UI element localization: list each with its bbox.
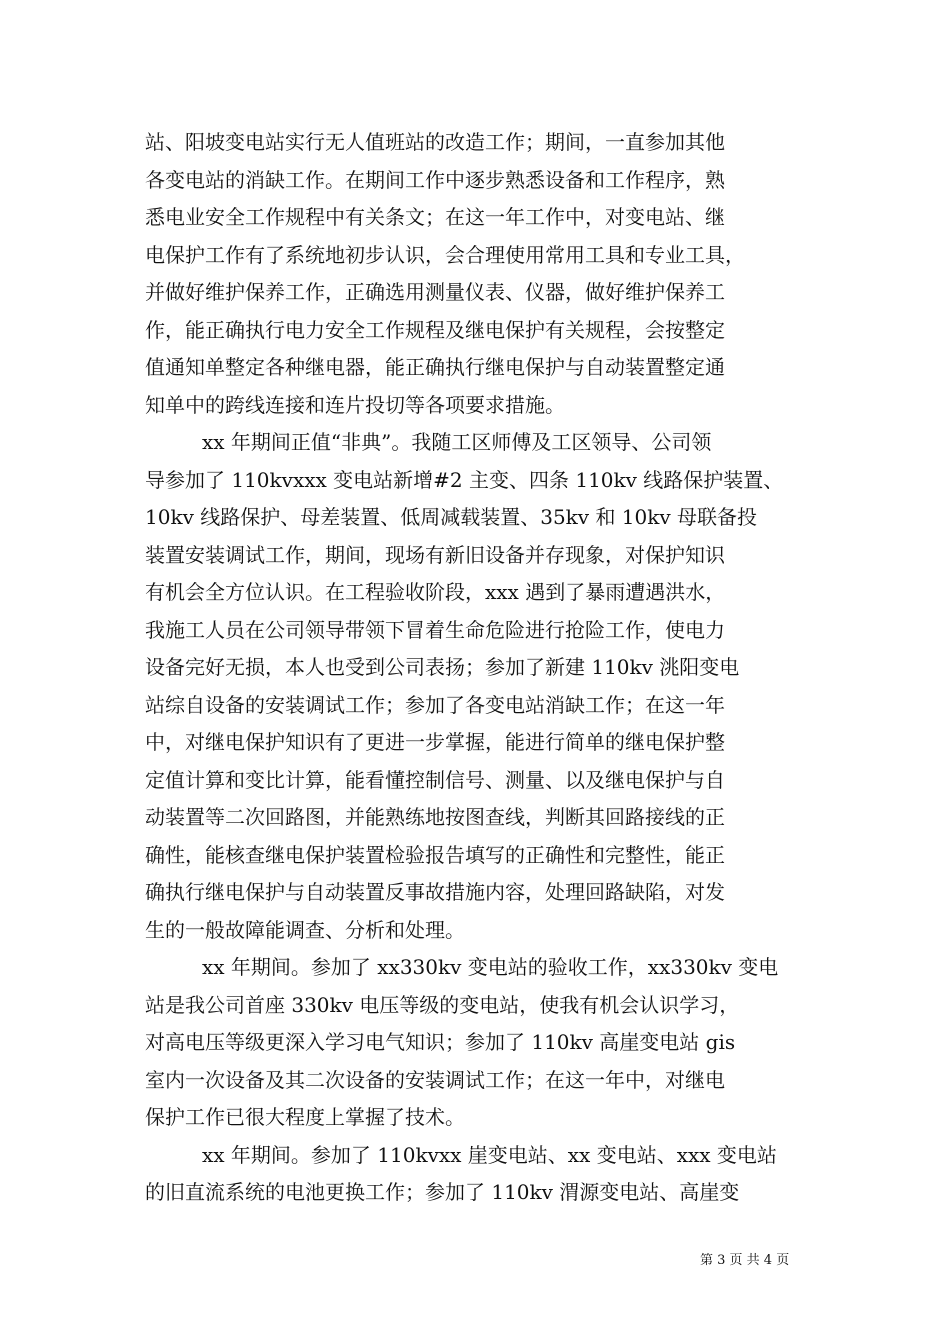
paragraph (145, 949, 810, 1137)
text-line: 站综自设备的安装调试工作；参加了各变电站消缺工作；在这一年 (145, 692, 725, 717)
text-line: 我施工人员在公司领导带领下冒着生命危险进行抢险工作，使电力 (145, 617, 725, 642)
text-line: 保护工作已很大程度上掌握了技术。 (145, 1105, 465, 1129)
document-body (145, 124, 810, 1212)
text-line: xx 年期间。参加了 xx330kv 变电站的验收工作，xx330kv 变电 (202, 955, 779, 979)
text-line: 有机会全方位认识。在工程验收阶段，xxx 遇到了暴雨遭遇洪水， (145, 580, 726, 604)
page-number: 第 3 页 共 4 页 (700, 1253, 790, 1268)
text-line: 的旧直流系统的电池更换工作；参加了 110kv 渭源变电站、高崖变 (145, 1180, 740, 1204)
text-line: 生的一般故障能调查、分析和处理。 (145, 917, 465, 942)
text-line: 作，能正确执行电力安全工作规程及继电保护有关规程，会按整定 (145, 317, 725, 342)
text-line: 确性，能核查继电保护装置检验报告填写的正确性和完整性，能正 (145, 842, 725, 867)
text-line: 各变电站的消缺工作。在期间工作中逐步熟悉设备和工作程序，熟 (145, 167, 725, 192)
text-line: 确执行继电保护与自动装置反事故措施内容，处理回路缺陷，对发 (145, 880, 725, 904)
text-line: 中，对继电保护知识有了更进一步掌握，能进行简单的继电保护整 (145, 730, 725, 754)
text-line: 站、阳坡变电站实行无人值班站的改造工作；期间，一直参加其他 (145, 130, 725, 154)
paragraph (145, 424, 810, 949)
text-line: 并做好维护保养工作，正确选用测量仪表、仪器，做好维护保养工 (145, 280, 725, 304)
text-line: 值通知单整定各种继电器，能正确执行继电保护与自动装置整定通 (145, 355, 725, 379)
text-line: 定值计算和变比计算，能看懂控制信号、测量、以及继电保护与自 (145, 767, 725, 792)
text-line: 电保护工作有了系统地初步认识，会合理使用常用工具和专业工具， (145, 242, 745, 267)
text-line: xx 年期间正值“非典”。我随工区师傅及工区领导、公司领 (202, 430, 712, 454)
text-line: 对高电压等级更深入学习电气知识；参加了 110kv 高崖变电站 gis (145, 1030, 736, 1054)
text-line: 悉电业安全工作规程中有关条文；在这一年工作中，对变电站、继 (145, 205, 725, 229)
text-line: 导参加了 110kvxxx 变电站新增#2 主变、四条 110kv 线路保护装置、 (145, 467, 784, 492)
text-line: 10kv 线路保护、母差装置、低周减载装置、35kv 和 10kv 母联备投 (145, 505, 758, 529)
text-line: 装置安装调试工作，期间，现场有新旧设备并存现象，对保护知识 (145, 542, 725, 567)
text-line: 站是我公司首座 330kv 电压等级的变电站，使我有机会认识学习， (145, 992, 740, 1017)
paragraph (145, 1137, 810, 1212)
paragraph (145, 124, 810, 424)
text-line: 设备完好无损，本人也受到公司表扬；参加了新建 110kv 洮阳变电 (145, 655, 740, 679)
text-line: 知单中的跨线连接和连片投切等各项要求措施。 (145, 392, 565, 417)
text-line: 动装置等二次回路图，并能熟练地按图查线，判断其回路接线的正 (145, 805, 725, 829)
text-line: 室内一次设备及其二次设备的安装调试工作；在这一年中，对继电 (145, 1067, 725, 1092)
text-line: xx 年期间。参加了 110kvxx 崖变电站、xx 变电站、xxx 变电站 (202, 1142, 777, 1167)
